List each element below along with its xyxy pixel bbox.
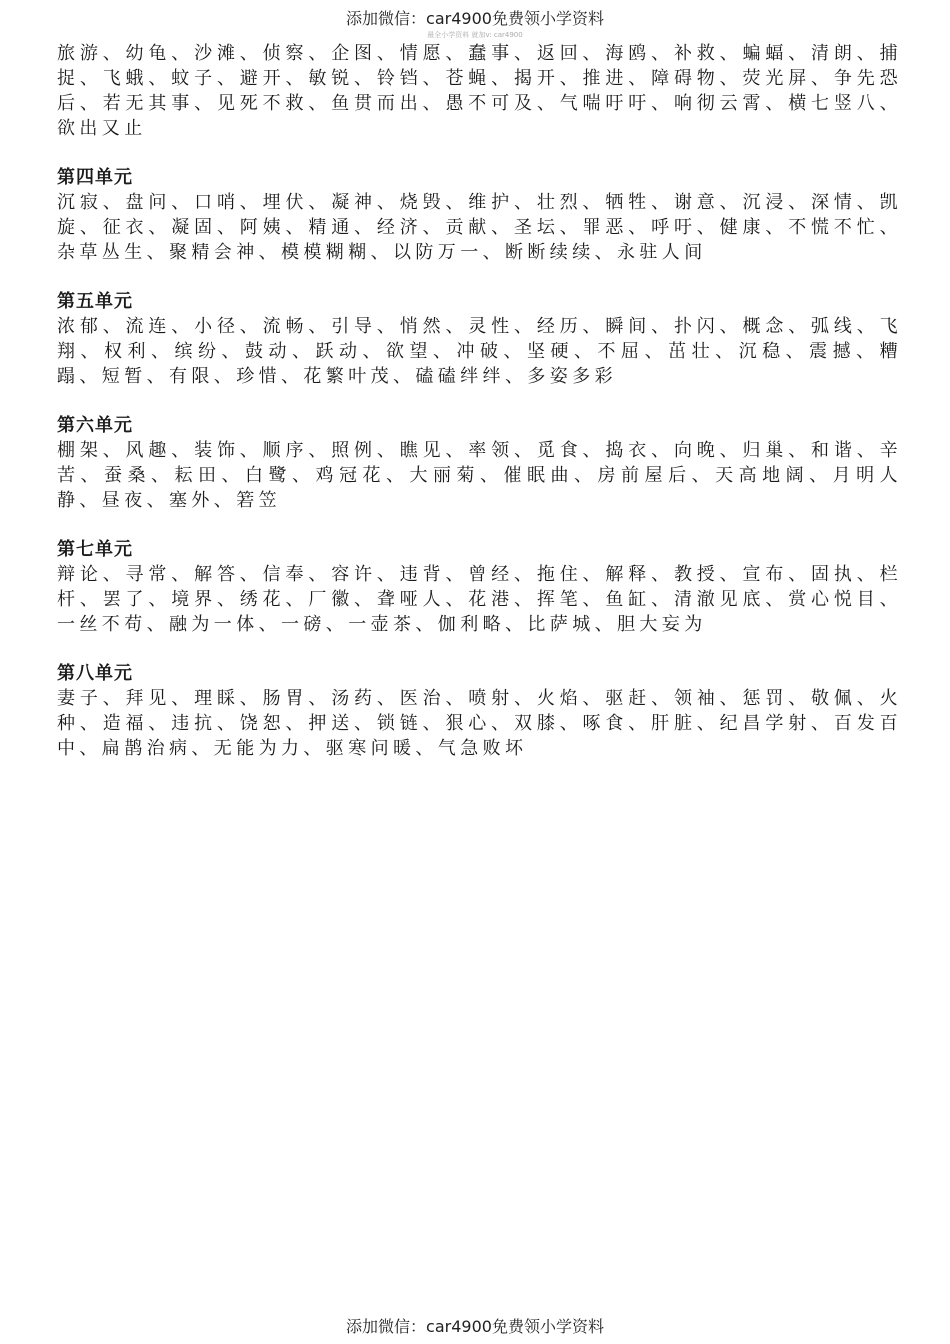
section-unit-3-continued xyxy=(57,41,902,141)
watermark-footer: 添加微信：car4900免费领小学资料 xyxy=(346,1317,604,1336)
section-unit-4 xyxy=(57,165,902,265)
section-title: 第四单元 xyxy=(57,167,133,188)
section-words: 沉寂、盘问、口哨、埋伏、凝神、烧毁、维护、壮烈、牺牲、谢意、沉浸、深情、凯旋、征衣、凝固、阿姨、精通、经济、贡献、圣坛、罪恶、呼吁、健康、不慌不忙、杂草丛生、聚精会神、模模糊糊、以防万一、断断续续、永驻人间 xyxy=(57,192,902,263)
vocabulary-list xyxy=(57,41,902,785)
section-title: 第五单元 xyxy=(57,291,133,312)
section-words: 浓郁、流连、小径、流畅、引导、悄然、灵性、经历、瞬间、扑闪、概念、弧线、飞翔、权利、缤纷、鼓动、跃动、欲望、冲破、坚硬、不屈、茁壮、沉稳、震撼、糟蹋、短暂、有限、珍惜、花繁叶茂、磕磕绊绊、多姿多彩 xyxy=(57,316,902,387)
section-title: 第七单元 xyxy=(57,539,133,560)
watermark-subheader: 最全小学资料 就加v: car4900 xyxy=(427,31,523,39)
section-words: 棚架、风趣、装饰、顺序、照例、瞧见、率领、觅食、捣衣、向晚、归巢、和谐、辛苦、蚕桑、耘田、白鹭、鸡冠花、大丽菊、催眠曲、房前屋后、天高地阔、月明人静、昼夜、塞外、箬笠 xyxy=(57,440,902,511)
section-unit-6 xyxy=(57,413,902,513)
section-words: 妻子、拜见、理睬、肠胃、汤药、医治、喷射、火焰、驱赶、领袖、惩罚、敬佩、火种、造福、违抗、饶恕、押送、锁链、狠心、双膝、啄食、肝脏、纪昌学射、百发百中、扁鹊治病、无能为力、驱寒问暖、气急败坏 xyxy=(57,688,902,759)
section-title: 第八单元 xyxy=(57,663,133,684)
section-unit-5 xyxy=(57,289,902,389)
watermark-header: 添加微信：car4900免费领小学资料 xyxy=(346,9,604,28)
section-words: 辩论、寻常、解答、信奉、容许、违背、曾经、拖住、解释、教授、宣布、固执、栏杆、罢了、境界、绣花、厂徽、聋哑人、花港、挥笔、鱼缸、清澈见底、赏心悦目、一丝不苟、融为一体、一磅、一壶茶、伽利略、比萨城、胆大妄为 xyxy=(57,564,902,635)
section-words: 旅游、幼龟、沙滩、侦察、企图、情愿、蠢事、返回、海鸥、补救、蝙蝠、清朗、捕捉、飞蛾、蚊子、避开、敏锐、铃铛、苍蝇、揭开、推进、障碍物、荧光屏、争先恐后、若无其事、见死不救、鱼贯而出、愚不可及、气喘吁吁、响彻云霄、横七竖八、欲出又止 xyxy=(57,43,902,139)
section-unit-8 xyxy=(57,661,902,761)
section-unit-7 xyxy=(57,537,902,637)
section-title: 第六单元 xyxy=(57,415,133,436)
